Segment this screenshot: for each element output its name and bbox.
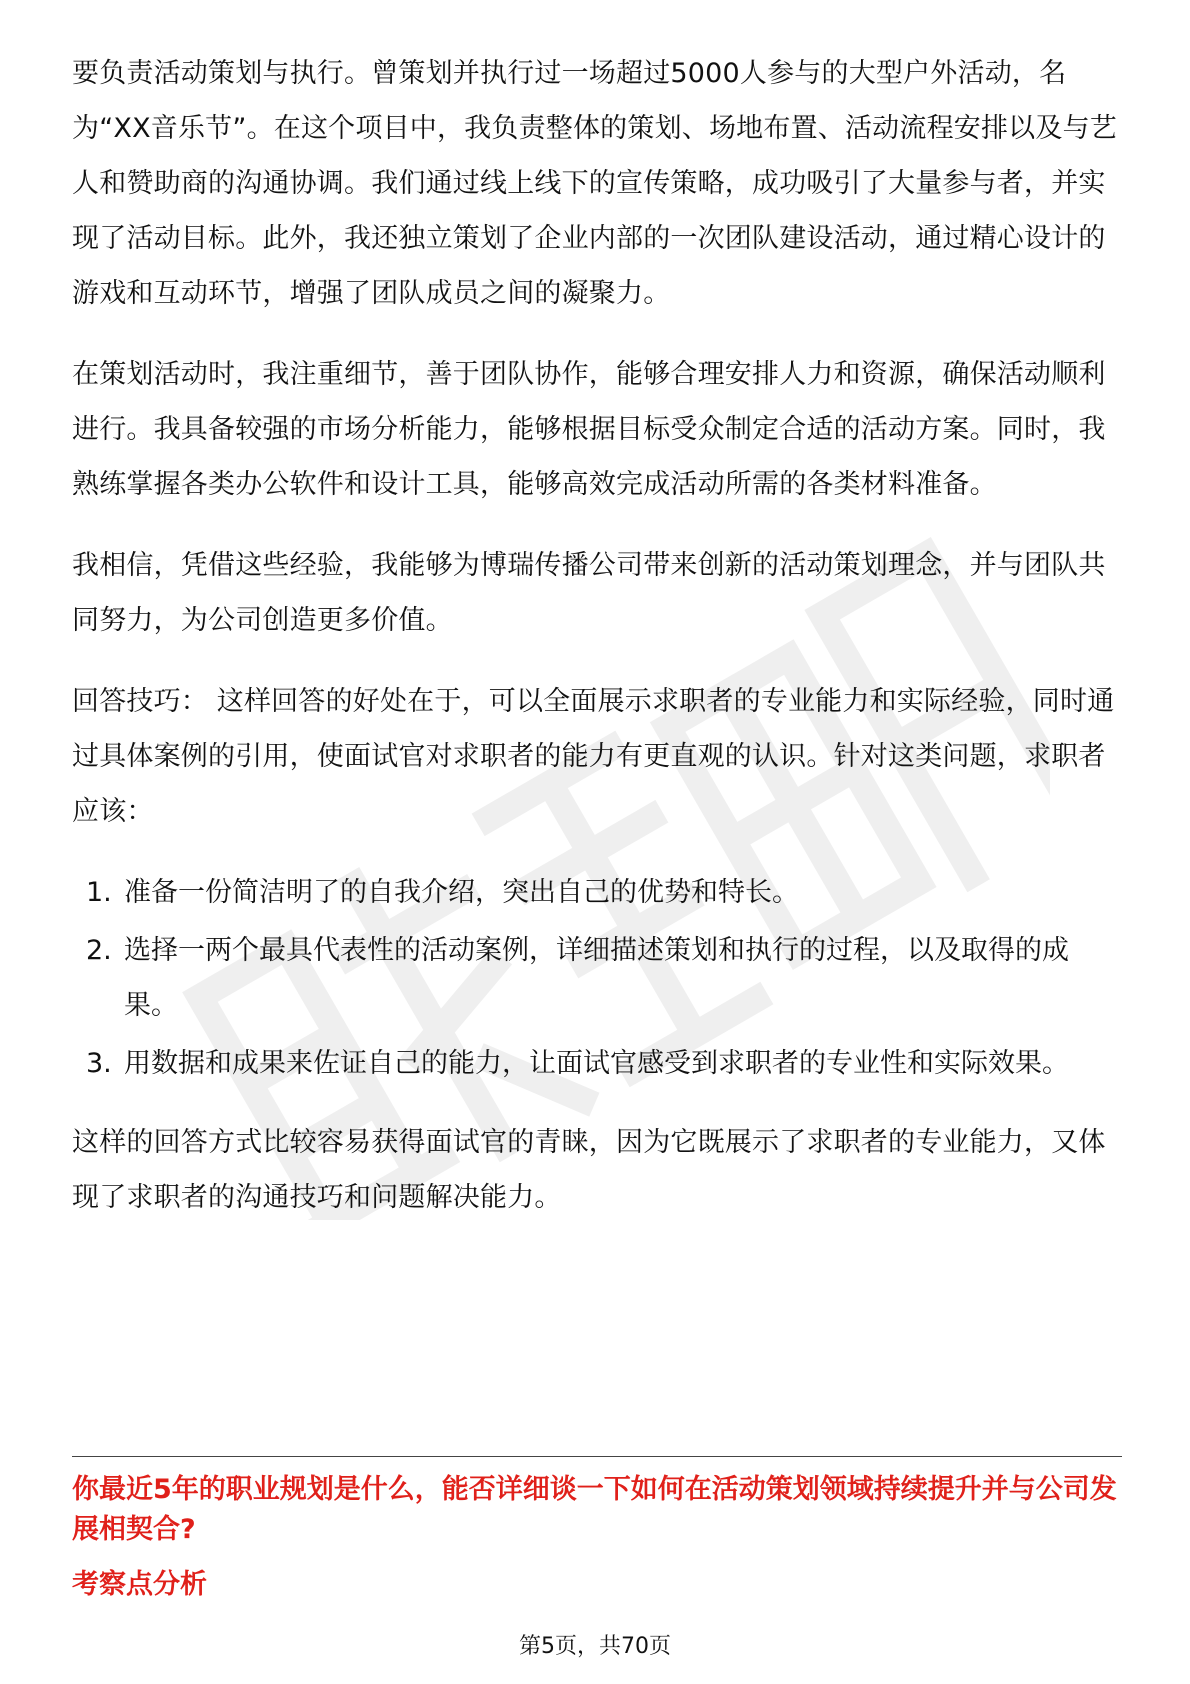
analysis-subheading: 考察点分析 bbox=[72, 1569, 207, 1600]
tips-list bbox=[72, 865, 1122, 1091]
paragraph-closing: 这样的回答方式比较容易获得面试官的青睐，因为它既展示了求职者的专业能力，又体现了求职者的沟通技巧和问题解决能力。 bbox=[72, 1127, 1106, 1213]
list-item bbox=[72, 923, 1122, 1033]
paragraph-skills: 在策划活动时，我注重细节，善于团队协作，能够合理安排人力和资源，确保活动顺利进行。我具备较强的市场分析能力，能够根据目标受众制定合适的活动方案。同时，我熟练掌握各类办公软件和设计工具，能够高效完成活动所需的各类材料准备。 bbox=[72, 359, 1106, 500]
list-item-number: 2. bbox=[86, 935, 112, 966]
list-item-text: 准备一份简洁明了的自我介绍，突出自己的优势和特长。 bbox=[124, 877, 799, 908]
paragraph-answer-tips: 回答技巧： 这样回答的好处在于，可以全面展示求职者的专业能力和实际经验，同时通过具体案例的引用，使面试官对求职者的能力有更直观的认识。针对这类问题，求职者应该： bbox=[72, 686, 1115, 827]
page-content bbox=[72, 46, 1122, 1225]
list-item bbox=[72, 1036, 1122, 1091]
page-number: 第5页，共70页 bbox=[519, 1634, 671, 1659]
next-question-title: 你最近5年的职业规划是什么，能否详细谈一下如何在活动策划领域持续提升并与公司发展相契合? bbox=[72, 1474, 1117, 1545]
list-item-text: 用数据和成果来佐证自己的能力，让面试官感受到求职者的专业性和实际效果。 bbox=[124, 1048, 1069, 1079]
list-item bbox=[72, 865, 1122, 920]
paragraph-experience: 要负责活动策划与执行。曾策划并执行过一场超过5000人参与的大型户外活动，名为“XX音乐节”。在这个项目中，我负责整体的策划、场地布置、活动流程安排以及与艺人和赞助商的沟通协调。我们通过线上线下的宣传策略，成功吸引了大量参与者，并实现了活动目标。此外，我还独立策划了企业内部的一次团队建设活动，通过精心设计的游戏和互动环节，增强了团队成员之间的凝聚力。 bbox=[72, 58, 1117, 309]
list-item-text: 选择一两个最具代表性的活动案例，详细描述策划和执行的过程，以及取得的成果。 bbox=[124, 935, 1069, 1021]
paragraph-conclusion: 我相信，凭借这些经验，我能够为博瑞传播公司带来创新的活动策划理念，并与团队共同努力，为公司创造更多价值。 bbox=[72, 550, 1106, 636]
list-item-number: 1. bbox=[86, 877, 112, 908]
section-divider bbox=[72, 1456, 1122, 1457]
list-item-number: 3. bbox=[86, 1048, 112, 1079]
